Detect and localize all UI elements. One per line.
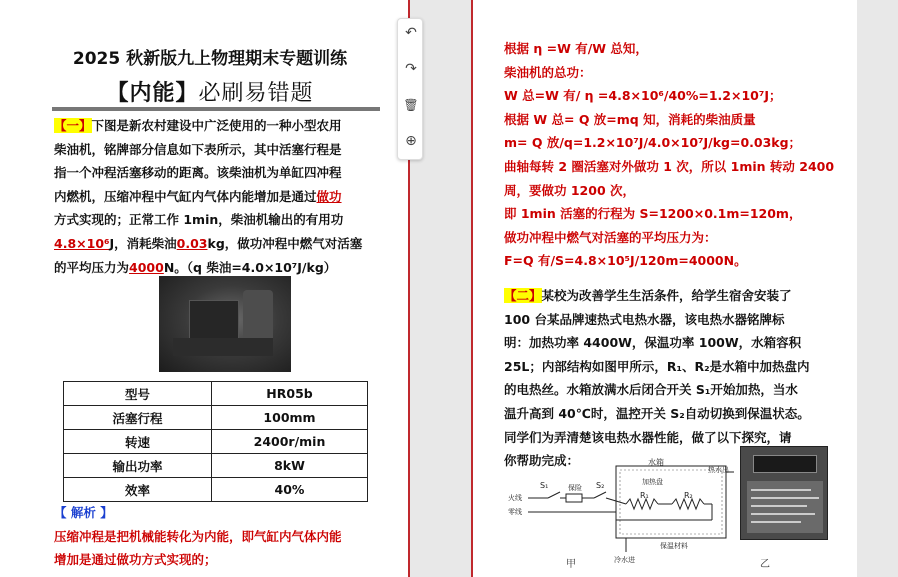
table-row: 效率 40%	[64, 478, 368, 502]
redo-button[interactable]	[401, 59, 421, 79]
trash-icon: 🗑	[403, 98, 419, 112]
question-1: 【一】下图是新农村建设中广泛使用的一种小型农用 柴油机，铭牌部分信息如下表所示，其中活塞行程是 指一个冲程活塞移动的距离。该柴油机为单缸四冲程 内燃机，压缩冲程中气缸内气体内能增加是通过做功 方式实现的；正常工作 1min，柴油机输出的有用功 4.8×10⁶J，消耗柴油0.03kg，做功冲程中燃气对活塞 的平均压力为4000N。（q 柴油=4.0×10⁷J/kg）	[54, 118, 363, 275]
title-divider	[52, 107, 380, 111]
table-row: 转速 2400r/min	[64, 430, 368, 454]
subtitle-keyword: 内能	[129, 81, 176, 106]
floating-toolbar	[397, 18, 423, 160]
delete-button[interactable]	[401, 95, 421, 115]
answer-blank: 4000	[129, 259, 164, 275]
figure-caption-a: 甲	[566, 559, 576, 570]
question-tag: 【一】	[54, 118, 92, 133]
undo-icon: ↶	[405, 25, 417, 41]
undo-button[interactable]	[401, 23, 421, 43]
label-insulation: 保温材料	[660, 542, 688, 550]
label-cold-in: 冷水进	[614, 556, 635, 564]
circuit-diagram	[508, 454, 734, 574]
diesel-engine-photo	[159, 276, 291, 372]
label-fuse: 保险	[568, 484, 582, 492]
table-row: 输出功率 8kW	[64, 454, 368, 478]
question-tag: 【二】	[504, 288, 542, 303]
table-row: 型号 HR05b	[64, 382, 368, 406]
label-r2: R₂	[684, 491, 693, 500]
label-heater: 加热盘	[642, 478, 663, 486]
answer-blank: 0.03	[176, 235, 208, 251]
solution: 根据 η =W 有/W 总知， 柴油机的总功： W 总=W 有/ η =4.8×10⁶/40%=1.2×10⁷J； 根据 W 总= Q 放=mq 知，消耗的柴油质量 m= Q 放/q=1.2×10⁷J/4.0×10⁷J/kg=0.03kg； 曲轴每转 2 圈活塞对外做功 1 次，所以 1min 转动 2400 周，要做功 1200 次， 即 1min 活塞的行程为 S=1200×0.1m=120m， 做功冲程中燃气对活塞的平均压力为： F=Q 有/S=4.8×10⁵J/120m=4000N。	[504, 41, 835, 269]
add-button[interactable]	[401, 131, 421, 151]
label-s2: S₂	[596, 481, 605, 490]
analysis: 【 解析 】 压缩冲程是把机械能转化为内能，即气缸内气体内能 增加是通过做功方式实现的；	[54, 501, 394, 572]
electric-meter-photo	[740, 446, 828, 540]
page-subtitle: 【内能】必刷易错题	[106, 81, 314, 106]
label-neutral: 零线	[508, 508, 522, 516]
page-left	[0, 0, 410, 577]
answer-blank: 4.8×10⁶	[54, 235, 110, 251]
redo-icon: ↷	[405, 61, 417, 77]
question-2: 【二】某校为改善学生生活条件，给学生宿舍安装了 100 台某品牌速热式电热水器，该电热水器铭牌标 明：加热功率 4400W，保温功率 100W，水箱容积 25L；内部结构如图甲所示，R₁、R₂是水箱中加热盘内 的电热丝。水箱放满水后闭合开关 S₁开始加热，当水 温升高到 40℃时，温控开关 S₂自动切换到保温状态。 同学们为弄清楚该电热水器性能，做了以下探究，请 你帮助完成：	[504, 288, 810, 469]
label-r1: R₁	[640, 491, 649, 500]
page-title: 2025 秋新版九上物理期末专题训练	[72, 49, 348, 69]
spec-table	[63, 381, 368, 502]
analysis-label: 【 解析 】	[54, 505, 113, 520]
label-s1: S₁	[540, 481, 549, 490]
label-live: 火线	[508, 494, 522, 502]
label-hot-out: 热水出	[708, 466, 729, 474]
label-tank: 水箱	[648, 458, 664, 467]
answer-blank: 做功	[316, 188, 342, 204]
plus-circle-icon: ⊕	[405, 133, 417, 149]
table-row: 活塞行程 100mm	[64, 406, 368, 430]
figure-caption-b: 乙	[760, 559, 770, 570]
